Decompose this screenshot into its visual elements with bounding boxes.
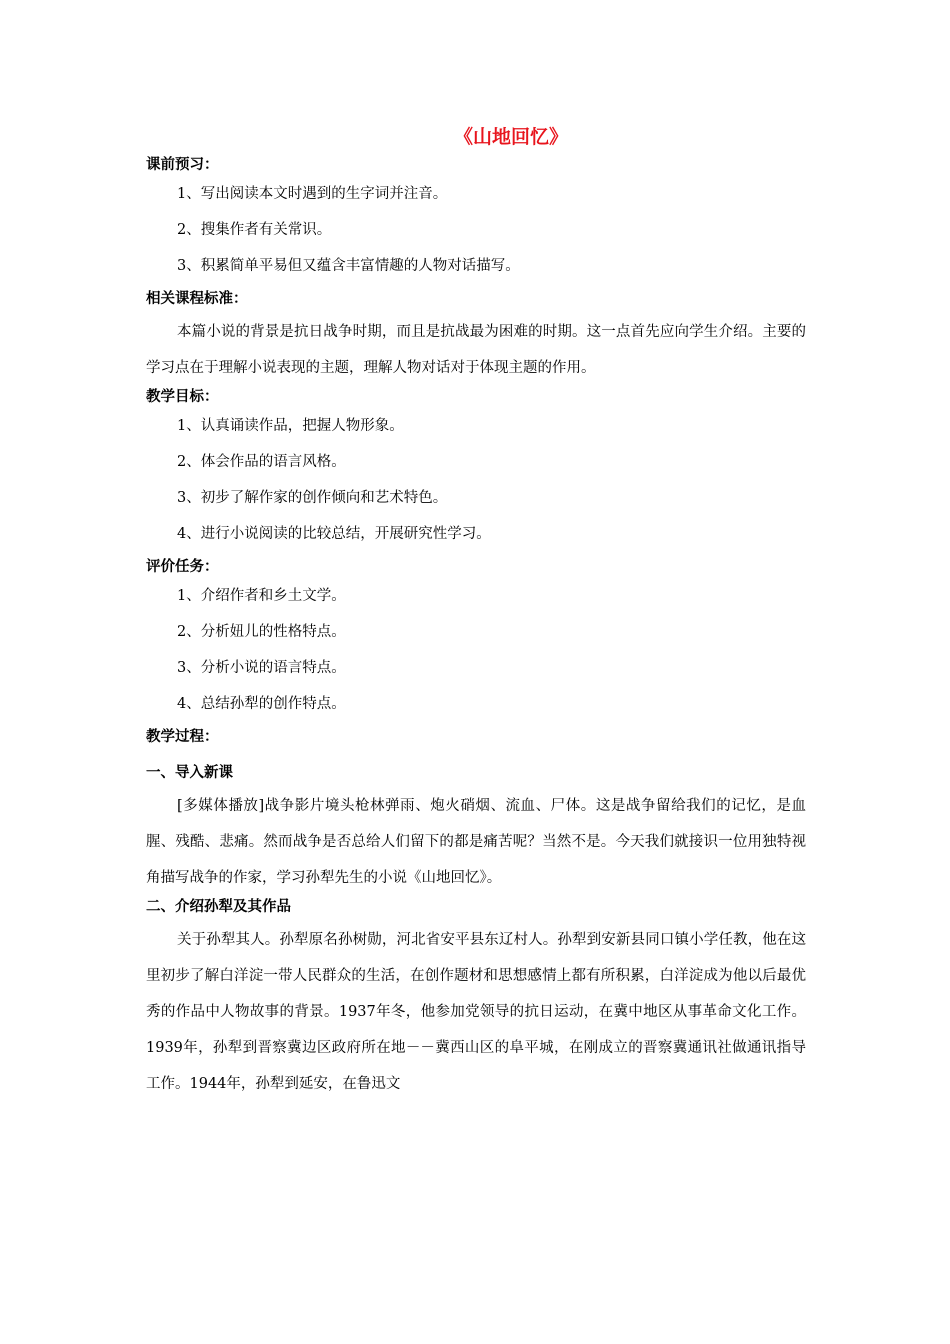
preview-heading: 课前预习： — [146, 157, 219, 173]
part2-paragraph: 关于孙犁其人。孙犁原名孙树勋，河北省安平县东辽村人。孙犁到安新县同口镇小学任教，他在这里初步了解白洋淀一带人民群众的生活，在创作题材和思想感情上都有所积累，白洋淀成为他以后最优秀的作品中人物故事的背景。1937年冬，他参加党领导的抗日运动，在冀中地区从事革命文化工作。1939年，孙犁到晋察冀边区政府所在地－－冀西山区的阜平城，在刚成立的晋察冀通讯社做通讯指导工作。1944年，孙犁到延安，在鲁迅文 — [146, 932, 806, 1092]
goals-item-3: 3、初步了解作家的创作倾向和艺术特色。 — [177, 490, 448, 506]
preview-item-1: 1、写出阅读本文时遇到的生字词并注音。 — [177, 186, 448, 202]
goals-heading: 教学目标： — [146, 389, 219, 405]
preview-item-3: 3、积累简单平易但又蕴含丰富情趣的人物对话描写。 — [177, 258, 520, 274]
goals-item-1: 1、认真诵读作品，把握人物形象。 — [177, 418, 404, 434]
standard-paragraph: 本篇小说的背景是抗日战争时期，而且是抗战最为困难的时期。这一点首先应向学生介绍。主要的学习点在于理解小说表现的主题，理解人物对话对于体现主题的作用。 — [146, 324, 806, 376]
tasks-item-2: 2、分析妞儿的性格特点。 — [177, 624, 346, 640]
preview-item-2: 2、搜集作者有关常识。 — [177, 222, 332, 238]
part2-heading: 二、介绍孙犁及其作品 — [146, 899, 291, 915]
part1-paragraph: [多媒体播放]战争影片境头枪林弹雨、炮火硝烟、流血、尸体。这是战争留给我们的记忆，是血腥、残酷、悲痛。然而战争是否总给人们留下的都是痛苦呢？当然不是。今天我们就接识一位用独特视角描写战争的作家，学习孙犁先生的小说《山地回忆》。 — [146, 798, 806, 886]
part1-heading: 一、导入新课 — [146, 765, 233, 781]
process-heading: 教学过程： — [146, 729, 219, 745]
tasks-item-4: 4、总结孙犁的创作特点。 — [177, 696, 346, 712]
standard-heading: 相关课程标准： — [146, 291, 248, 307]
goals-item-2: 2、体会作品的语言风格。 — [177, 454, 346, 470]
goals-item-4: 4、进行小说阅读的比较总结，开展研究性学习。 — [177, 526, 491, 542]
tasks-heading: 评价任务： — [146, 559, 219, 575]
document-title: 《山地回忆》 — [453, 126, 568, 148]
tasks-item-1: 1、介绍作者和乡土文学。 — [177, 588, 346, 604]
tasks-item-3: 3、分析小说的语言特点。 — [177, 660, 346, 676]
document-page — [146, 120, 806, 1102]
